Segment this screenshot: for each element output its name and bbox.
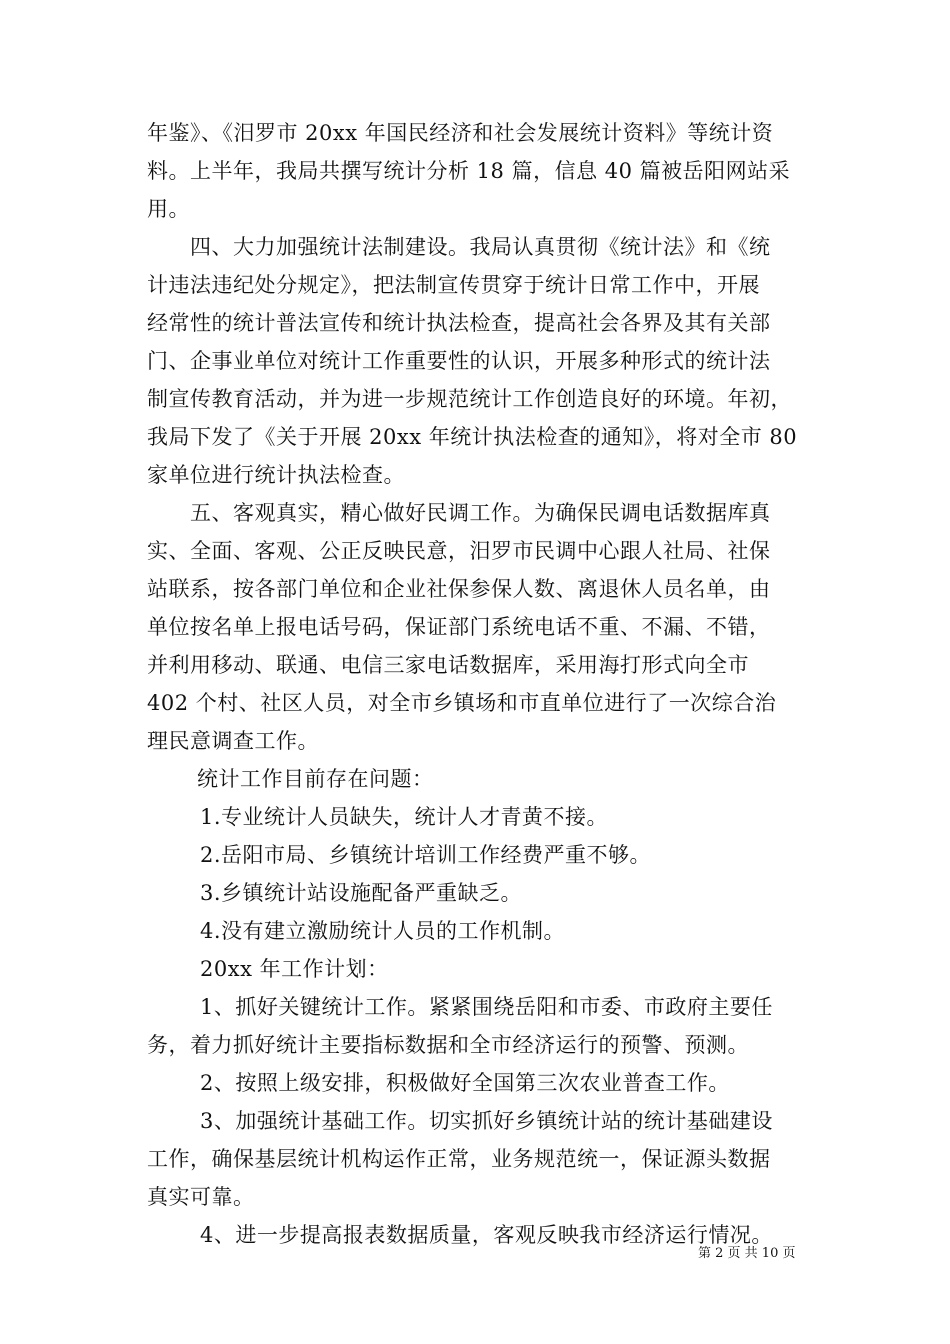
paragraph-2-line-7: 家单位进行统计执法检查。 <box>147 463 405 487</box>
plan-item-4-line-1: 4、进一步提高报表数据质量，客观反映我市经济运行情况。 <box>200 1223 773 1247</box>
plan-item-3-line-2: 工作，确保基层统计机构运作正常，业务规范统一，保证源头数据 <box>147 1147 771 1171</box>
paragraph-2-line-2: 计违法违纪处分规定》，把法制宣传贯穿于统计日常工作中，开展 <box>147 273 760 297</box>
problem-item-2: 2.岳阳市局、乡镇统计培训工作经费严重不够。 <box>200 843 652 867</box>
plan-heading: 20xx 年工作计划： <box>200 957 389 981</box>
plan-item-2-line-1: 2、按照上级安排，积极做好全国第三次农业普查工作。 <box>200 1071 730 1095</box>
paragraph-3-line-2: 实、全面、客观、公正反映民意，汨罗市民调中心跟人社局、社保 <box>147 539 771 563</box>
paragraph-3-line-6: 402 个村、社区人员，对全市乡镇场和市直单位进行了一次综合治 <box>147 691 777 715</box>
paragraph-1-line-2: 料。上半年，我局共撰写统计分析 18 篇，信息 40 篇被岳阳网站采 <box>147 159 791 183</box>
paragraph-2-line-1: 四、大力加强统计法制建设。我局认真贯彻《统计法》和《统 <box>190 235 771 259</box>
plan-item-3-line-1: 3、加强统计基础工作。切实抓好乡镇统计站的统计基础建设 <box>200 1109 773 1133</box>
paragraph-3-line-3: 站联系，按各部门单位和企业社保参保人数、离退休人员名单，由 <box>147 577 771 601</box>
paragraph-3-line-7: 理民意调查工作。 <box>147 729 319 753</box>
paragraph-2-line-4: 门、企事业单位对统计工作重要性的认识，开展多种形式的统计法 <box>147 349 771 373</box>
plan-item-1-line-1: 1、抓好关键统计工作。紧紧围绕岳阳和市委、市政府主要任 <box>200 995 773 1019</box>
paragraph-3-line-4: 单位按名单上报电话号码，保证部门系统电话不重、不漏、不错， <box>147 615 771 639</box>
paragraph-3-line-1: 五、客观真实，精心做好民调工作。为确保民调电话数据库真 <box>190 501 771 525</box>
paragraph-1-line-3: 用。 <box>147 197 190 221</box>
paragraph-2-line-5: 制宣传教育活动，并为进一步规范统计工作创造良好的环境。年初， <box>147 387 792 411</box>
paragraph-2-line-6: 我局下发了《关于开展 20xx 年统计执法检查的通知》，将对全市 80 <box>147 425 798 449</box>
paragraph-2-line-3: 经常性的统计普法宣传和统计执法检查，提高社会各界及其有关部 <box>147 311 771 335</box>
plan-item-1-line-2: 务，着力抓好统计主要指标数据和全市经济运行的预警、预测。 <box>147 1033 749 1057</box>
paragraph-1-line-1: 年鉴》、《汨罗市 20xx 年国民经济和社会发展统计资料》等统计资 <box>147 121 774 145</box>
problem-item-3: 3.乡镇统计站设施配备严重缺乏。 <box>200 881 523 905</box>
paragraph-3-line-5: 并利用移动、联通、电信三家电话数据库，采用海打形式向全市 <box>147 653 749 677</box>
plan-item-3-line-3: 真实可靠。 <box>147 1185 255 1209</box>
problems-heading: 统计工作目前存在问题： <box>197 767 434 791</box>
problem-item-4: 4.没有建立激励统计人员的工作机制。 <box>200 919 566 943</box>
page-number-footer: 第 2 页 共 10 页 <box>698 1246 796 1261</box>
problem-item-1: 1.专业统计人员缺失，统计人才青黄不接。 <box>200 805 609 829</box>
